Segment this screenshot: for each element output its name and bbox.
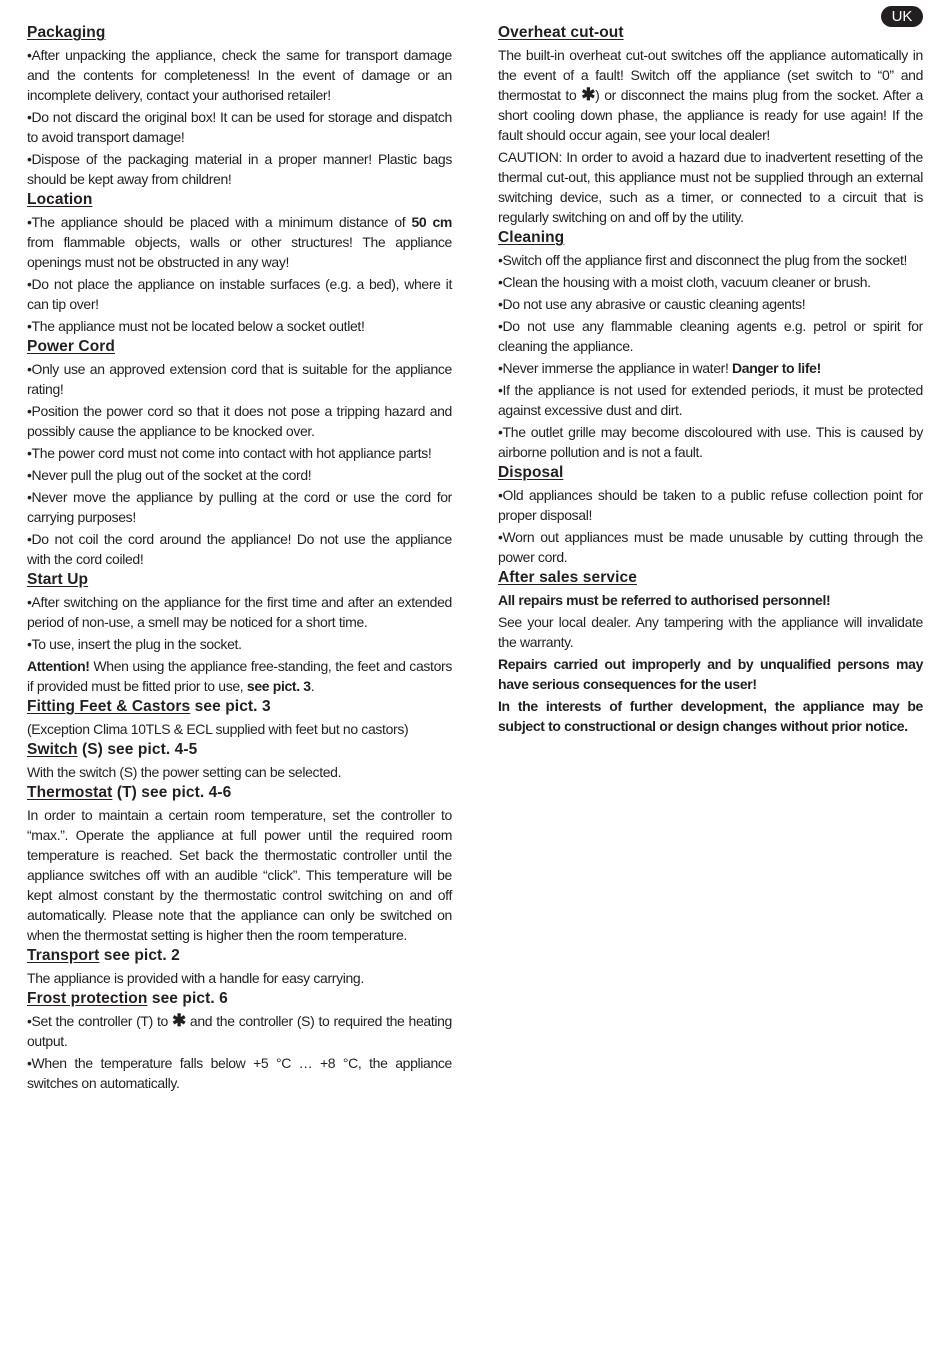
disposal-section [498, 464, 923, 567]
paragraph: •Do not discard the original box! It can be used for storage and dispatch to avoid transport damage! [27, 109, 452, 145]
section-title: Fitting Feet & Castors see pict. 3 [27, 698, 271, 715]
paragraph: •Only use an approved extension cord that is suitable for the appliance rating! [27, 361, 452, 397]
paragraph: •The appliance must not be located below a socket outlet! [27, 318, 365, 334]
paragraph: •Do not coil the cord around the appliance! Do not use the appliance with the cord coiled! [27, 531, 452, 567]
paragraph: In order to maintain a certain room temperature, set the controller to “max.”. Operate the appliance at full power until the required room temperature is reached. Set back the thermostatic controller until the appliance switches off with an audible “click”. This temperature will be kept almost constant by the thermostatic control switching on and off automatically. Please note that the appliance can only be switched on when the thermostat setting is higher then the room temperature. [27, 807, 452, 943]
start-up-section [27, 571, 452, 696]
thermostat-section [27, 784, 452, 945]
paragraph: All repairs must be referred to authorised personnel! [498, 592, 831, 608]
location-section [27, 191, 452, 336]
section-title: Cleaning [498, 229, 565, 246]
paragraph: •If the appliance is not used for extended periods, it must be protected against excessive dust and dirt. [498, 382, 923, 418]
paragraph: •After unpacking the appliance, check the same for transport damage and the contents for completeness! In the event of damage or an incomplete delivery, contact your authorised retailer! [27, 47, 452, 103]
overheat-section [498, 24, 923, 227]
after-sales-section [498, 569, 923, 736]
paragraph: In the interests of further development, the appliance may be subject to constructional or design changes without prior notice. [498, 698, 923, 734]
paragraph: •Worn out appliances must be made unusable by cutting through the power cord. [498, 529, 923, 565]
paragraph: •Never move the appliance by pulling at the cord or use the cord for carrying purposes! [27, 489, 452, 525]
section-title: Overheat cut-out [498, 24, 624, 41]
paragraph: •The outlet grille may become discoloured with use. This is caused by airborne pollution and is not a fault. [498, 424, 923, 460]
left-column [27, 22, 452, 1095]
paragraph: •Set the controller (T) to ✱ and the controller (S) to required the heating output. [27, 1011, 452, 1049]
paragraph: •Clean the housing with a moist cloth, vacuum cleaner or brush. [498, 274, 871, 290]
switch-section [27, 741, 452, 782]
paragraph: •After switching on the appliance for the first time and after an extended period of non-use, a smell may be noticed for a short time. [27, 594, 452, 630]
paragraph: •When the temperature falls below +5 °C … +8 °C, the appliance switches on automatically. [27, 1055, 452, 1091]
paragraph: With the switch (S) the power setting can be selected. [27, 764, 342, 780]
paragraph: •Old appliances should be taken to a public refuse collection point for proper disposal! [498, 487, 923, 523]
transport-section [27, 947, 452, 988]
language-badge: UK [881, 6, 923, 27]
paragraph: Attention! When using the appliance free-standing, the feet and castors if provided must be fitted prior to use, see pict. 3. [27, 658, 452, 694]
section-title: Switch (S) see pict. 4-5 [27, 741, 198, 758]
paragraph: •To use, insert the plug in the socket. [27, 636, 242, 652]
packaging-section [27, 24, 452, 189]
section-title: Location [27, 191, 93, 208]
section-title: Transport see pict. 2 [27, 947, 180, 964]
snowflake-icon: ✱ [581, 85, 596, 104]
right-column [498, 22, 923, 738]
paragraph: The appliance is provided with a handle for easy carrying. [27, 970, 364, 986]
paragraph: The built-in overheat cut-out switches off the appliance automatically in the event of a fault! Switch off the appliance (set switch to “0” and thermostat to ✱) or disconnect the mains plug from the socket. After a short cooling down phase, the appliance is ready for use again! If the fault should occur again, see your local dealer! [498, 47, 923, 143]
section-title: Packaging [27, 24, 106, 41]
paragraph: Repairs carried out improperly and by unqualified persons may have serious consequences for the user! [498, 656, 923, 692]
section-title: Frost protection see pict. 6 [27, 990, 228, 1007]
paragraph: CAUTION: In order to avoid a hazard due to inadvertent resetting of the thermal cut-out, this appliance must not be supplied through an external switching device, such as a timer, or connected to a circuit that is regularly switching on and off by the utility. [498, 149, 923, 225]
paragraph: See your local dealer. Any tampering with the appliance will invalidate the warranty. [498, 614, 923, 650]
paragraph: •Do not use any flammable cleaning agents e.g. petrol or spirit for cleaning the appliance. [498, 318, 923, 354]
section-title: Start Up [27, 571, 89, 588]
paragraph: •The power cord must not come into contact with hot appliance parts! [27, 445, 432, 461]
paragraph: •Dispose of the packaging material in a proper manner! Plastic bags should be kept away from children! [27, 151, 452, 187]
paragraph: •Switch off the appliance first and disconnect the plug from the socket! [498, 252, 908, 268]
paragraph: •Never pull the plug out of the socket at the cord! [27, 467, 312, 483]
snowflake-icon: ✱ [171, 1011, 186, 1030]
section-title: Disposal [498, 464, 564, 481]
power-cord-section [27, 338, 452, 569]
paragraph: •Do not use any abrasive or caustic cleaning agents! [498, 296, 806, 312]
fitting-section [27, 698, 452, 739]
paragraph: (Exception Clima 10TLS & ECL supplied with feet but no castors) [27, 721, 409, 737]
paragraph: •Position the power cord so that it does not pose a tripping hazard and possibly cause the appliance to be knocked over. [27, 403, 452, 439]
frost-protection-section [27, 990, 452, 1093]
section-title: After sales service [498, 569, 637, 586]
cleaning-section [498, 229, 923, 462]
section-title: Power Cord [27, 338, 115, 355]
section-title: Thermostat (T) see pict. 4-6 [27, 784, 232, 801]
paragraph: •Do not place the appliance on instable surfaces (e.g. a bed), where it can tip over! [27, 276, 452, 312]
paragraph: •The appliance should be placed with a minimum distance of 50 cm from flammable objects, walls or other structures! The appliance openings must not be obstructed in any way! [27, 214, 453, 270]
paragraph: •Never immerse the appliance in water! Danger to life! [498, 360, 821, 376]
